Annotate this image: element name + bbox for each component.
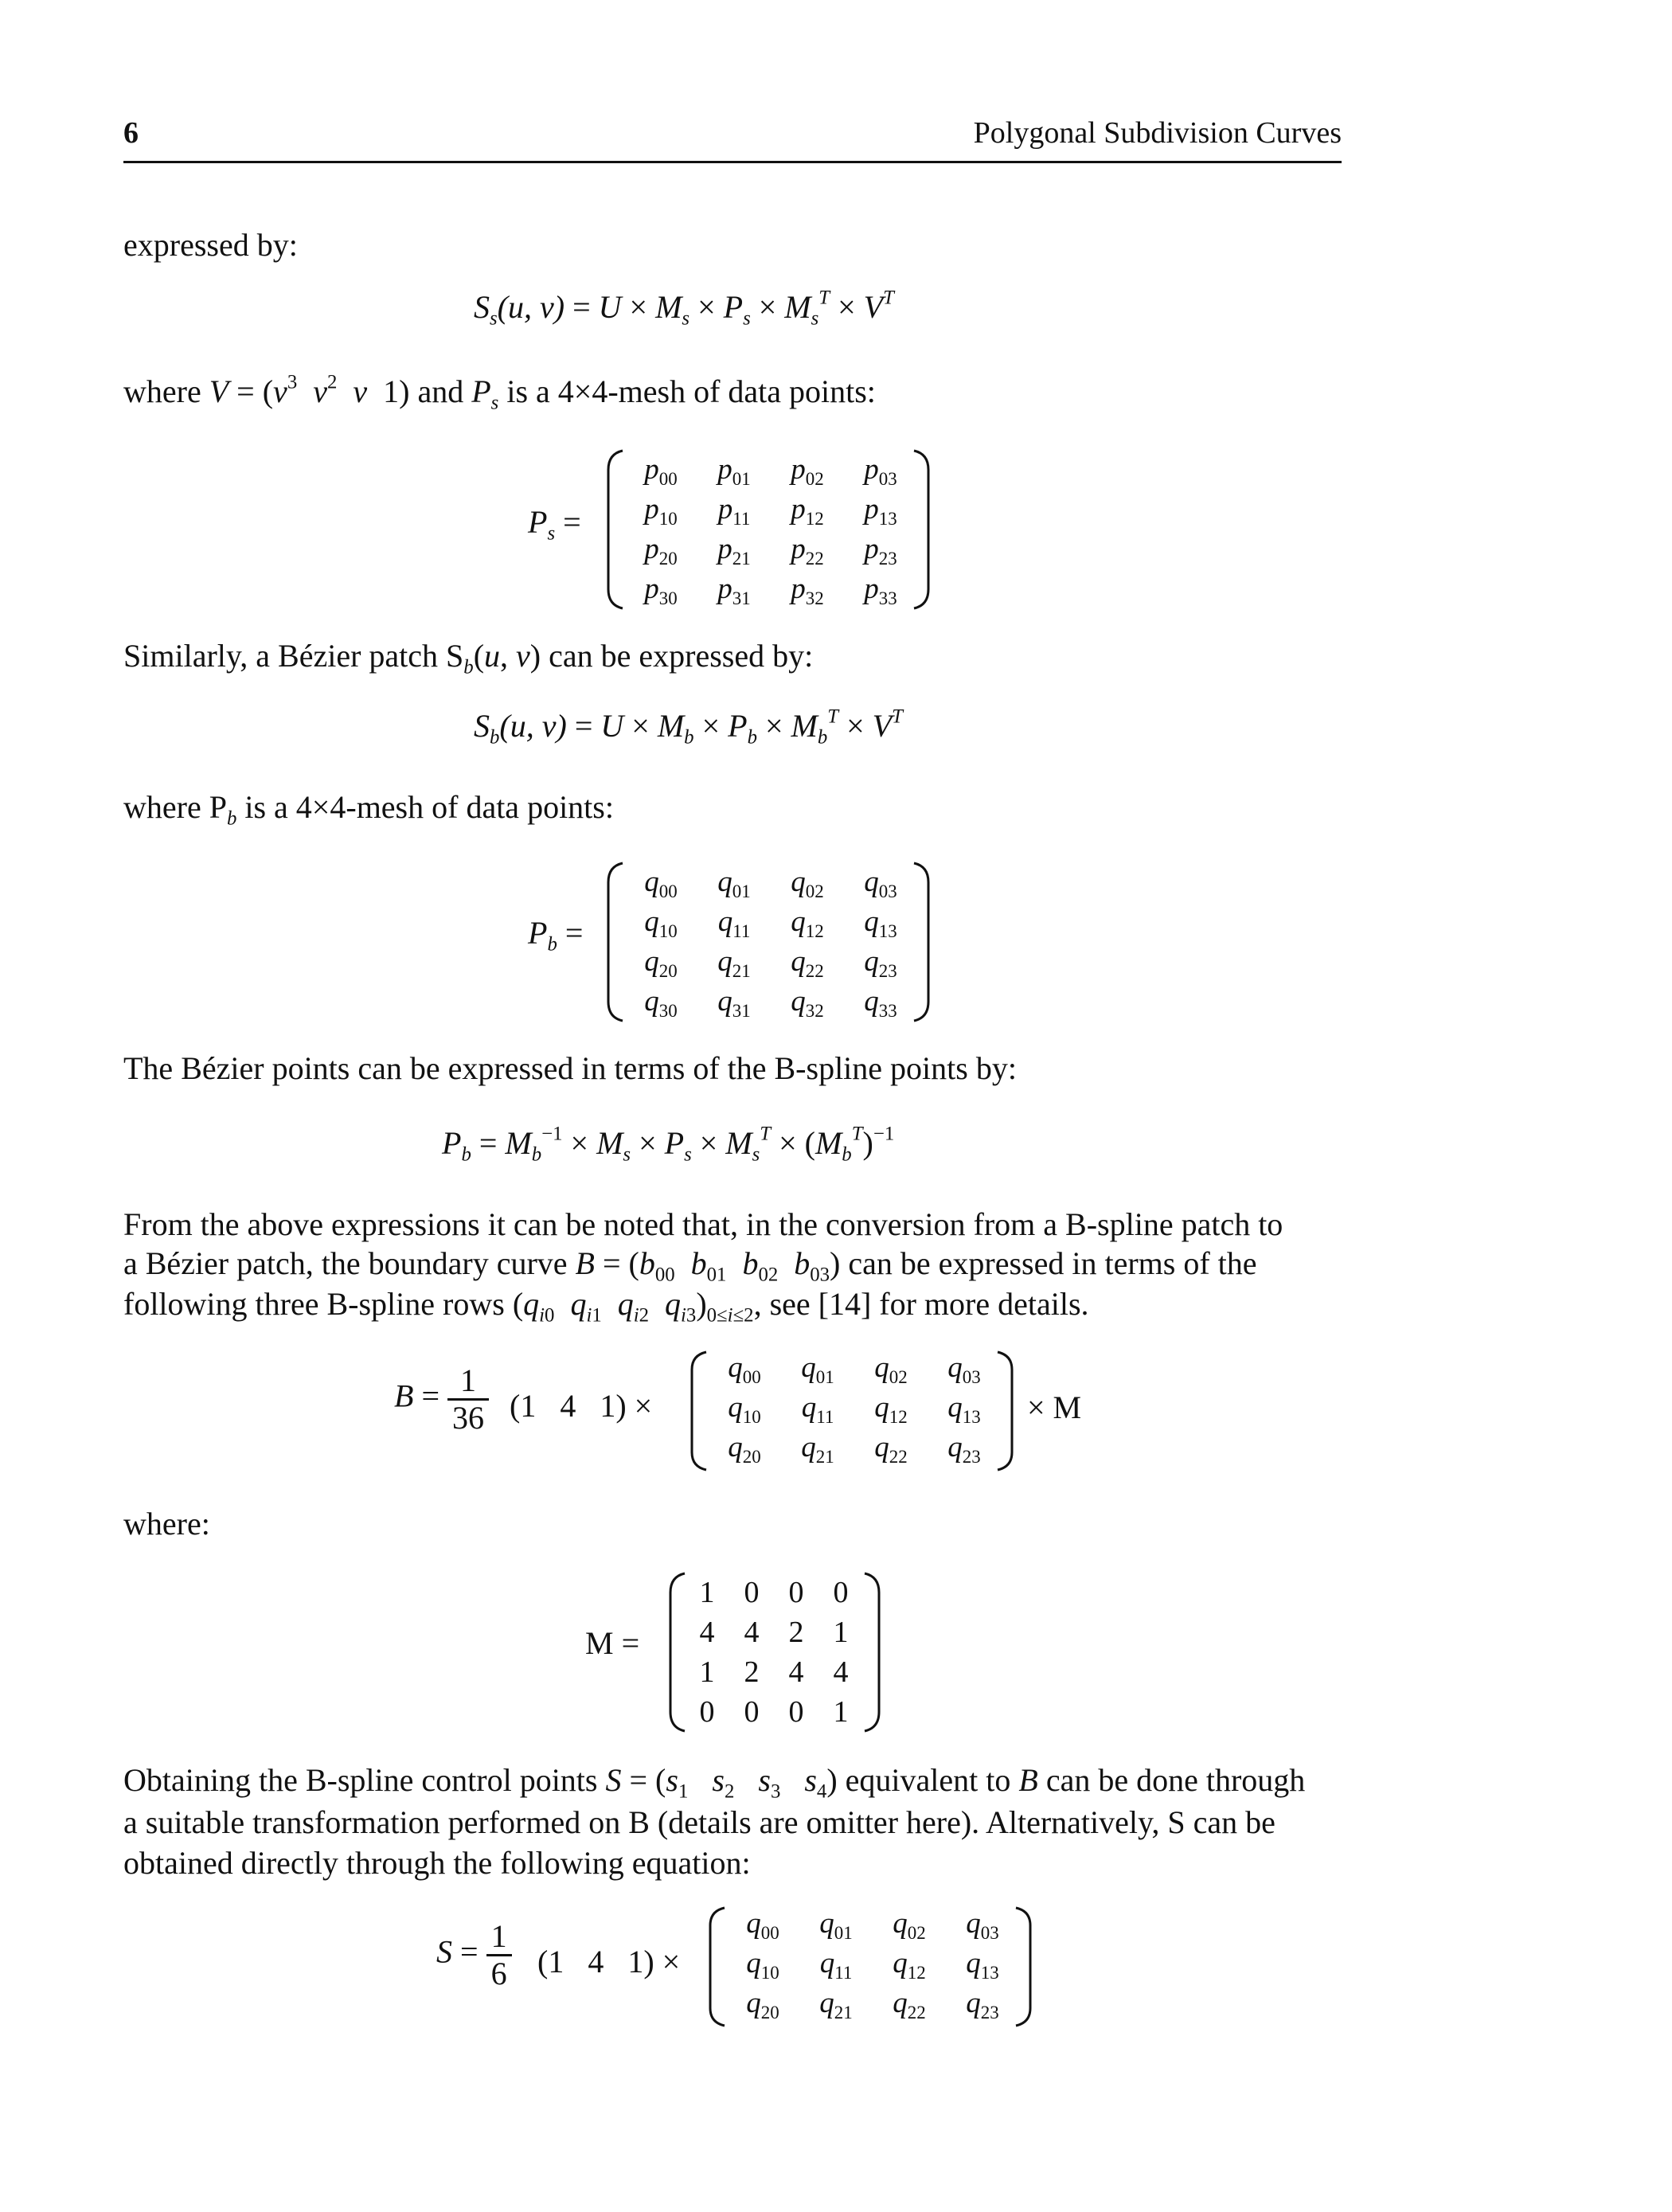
matrix-pb-cells [624,865,917,1024]
matrix-cell: $q_{02}$ [893,1907,926,1944]
matrix-cell: 0 [833,1576,849,1609]
matrix-cell: $q_{22}$ [893,1987,926,2023]
matrix-cell: $q_{11}$ [801,1391,834,1428]
matrix-cell: $q_{22}$ [874,1431,908,1468]
matrix-cell: $p_{13}$ [864,493,897,530]
paragraph-from-above-1: From the above expressions it can be noted that, in the conversion from a B-spline patch to [123,1206,1283,1242]
matrix-m-label: M = [585,1625,640,1661]
matrix-cell: $q_{03}$ [966,1907,999,1944]
matrix-cell: $q_{01}$ [801,1351,834,1388]
matrix-cell: 4 [699,1616,715,1649]
matrix-cell: $q_{12}$ [893,1947,926,1983]
matrix-cell: $q_{12}$ [791,905,824,942]
matrix-cell: $p_{33}$ [864,573,897,609]
matrix-cell: 0 [744,1576,760,1609]
equation-s-lhs: S = $\frac{1}{6}$ [436,1919,512,1991]
paragraph-where: where: [123,1506,210,1542]
matrix-cell: $q_{00}$ [728,1351,761,1388]
matrix-cell: $q_{10}$ [728,1391,761,1428]
fraction-1-6: $\frac{1}{6}$ [486,1919,512,1991]
paragraph-expressed-by: expressed by: [123,227,298,263]
times-m: × M [1027,1389,1082,1425]
matrix-cell: 2 [788,1616,804,1649]
matrix-cell: $p_{10}$ [644,493,678,530]
matrix-cell: 4 [788,1655,804,1689]
matrix-cell: $q_{02}$ [791,866,824,902]
equation-ss: $S_s(u$, $v) = U \times M_s \times P_s \times M_s^T \times V^T$ [474,287,894,330]
matrix-pb-label: $P_b$ = [528,915,584,956]
matrix-cell: $q_{22}$ [791,945,824,982]
matrix-cell: $q_{13}$ [966,1947,999,1983]
matrix-cell: $q_{23}$ [864,945,897,982]
matrix-cell: 4 [744,1616,760,1649]
matrix-cell: $q_{12}$ [874,1391,908,1428]
matrix-s-q [707,1903,1033,2030]
matrix-cell: $p_{23}$ [864,533,897,569]
matrix-cell: $q_{20}$ [746,1987,779,2023]
vector-b: (1 4 1) × [510,1388,653,1424]
fraction-1-36: $\frac{1}{36}$ [447,1363,489,1436]
matrix-m-cells [685,1575,863,1734]
matrix-cell: $q_{31}$ [717,985,751,1022]
matrix-ps-cells [624,452,917,612]
matrix-s-q-cells [726,1906,1019,2026]
matrix-cell: $p_{00}$ [644,453,678,490]
paragraph-obtaining-3: obtained directly through the following equation: [123,1845,751,1881]
matrix-cell: $q_{11}$ [717,905,751,942]
paragraph-obtaining-1: Obtaining the B-spline control points $S = (s_1$ $s_2$ $s_3$ $s_4$) equivalent to B can be done through [123,1762,1306,1803]
paragraph-where-pb: where $P_b$ is a 4×4-mesh of data points: [123,789,614,830]
page-number: 6 [123,116,139,150]
matrix-cell: 1 [833,1616,849,1649]
paragraph-from-above-3: following three B-spline rows ($q_{i0}$ $q_{i1}$ $q_{i2}$ $q_{i3})_{0\le i\le 2}$, see [14] for more details. [123,1286,1089,1327]
matrix-cell: $q_{03}$ [947,1351,981,1388]
matrix-cell: 1 [833,1695,849,1729]
matrix-cell: $p_{30}$ [644,573,678,609]
paragraph-bezier-points: The Bézier points can be expressed in terms of the B-spline points by: [123,1050,1017,1086]
matrix-cell: $q_{33}$ [864,985,897,1022]
matrix-cell: $q_{23}$ [947,1431,981,1468]
matrix-cell: $p_{03}$ [864,453,897,490]
matrix-cell: $q_{30}$ [644,985,678,1022]
matrix-cell: $q_{20}$ [728,1431,761,1468]
matrix-cell: $q_{23}$ [966,1987,999,2023]
matrix-cell: $q_{10}$ [644,905,678,942]
running-title: Polygonal Subdivision Curves [973,116,1342,150]
header-rule [123,161,1342,163]
matrix-cell: 1 [699,1576,715,1609]
matrix-cell: 4 [833,1655,849,1689]
matrix-cell: $p_{01}$ [717,453,751,490]
matrix-cell: 0 [744,1695,760,1729]
matrix-cell: $q_{21}$ [801,1431,834,1468]
matrix-cell: 0 [788,1695,804,1729]
matrix-cell: $q_{11}$ [819,1947,853,1983]
matrix-cell: $p_{21}$ [717,533,751,569]
vector-s: (1 4 1) × [537,1944,681,1979]
paragraph-obtaining-2: a suitable transformation performed on B (details are omitter here). Alternatively, S can be [123,1804,1275,1840]
matrix-cell: $q_{01}$ [717,866,751,902]
matrix-ps-label: $P_s$ = [528,504,581,545]
page-header [123,115,1342,157]
matrix-cell: $q_{00}$ [746,1907,779,1944]
matrix-cell: $p_{32}$ [791,573,824,609]
matrix-cell: $q_{13}$ [864,905,897,942]
matrix-cell: $q_{03}$ [864,866,897,902]
matrix-b-q [689,1347,1015,1475]
matrix-cell: $q_{32}$ [791,985,824,1022]
matrix-cell: $q_{10}$ [746,1947,779,1983]
matrix-cell: $q_{21}$ [819,1987,853,2023]
matrix-b-q-cells [708,1350,1001,1470]
matrix-cell: $q_{00}$ [644,866,678,902]
matrix-cell: $p_{02}$ [791,453,824,490]
equation-pb-conversion: $P_b = M_b^{-1} \times M_s \times P_s \times M_s^T \times (M_b^T)^{-1}$ [442,1123,895,1166]
matrix-cell: $p_{11}$ [717,493,751,530]
matrix-cell: 2 [744,1655,760,1689]
matrix-cell: $q_{20}$ [644,945,678,982]
matrix-cell: $q_{01}$ [819,1907,853,1944]
matrix-cell: 0 [788,1576,804,1609]
matrix-cell: $p_{20}$ [644,533,678,569]
matrix-cell: $q_{02}$ [874,1351,908,1388]
equation-b-lhs: B = $\frac{1}{36}$ [394,1363,489,1436]
paragraph-where-v: where $V = (v^3$ $v^2$ v 1) and $P_s$ is a 4×4-mesh of data points: [123,371,876,414]
paragraph-similarly: Similarly, a Bézier patch $S_b(u$, v) can be expressed by: [123,638,814,678]
matrix-ps [605,446,932,613]
matrix-cell: $p_{22}$ [791,533,824,569]
equation-sb: $S_b(u$, $v) = U \times M_b \times P_b \times M_b^T \times V^T$ [474,705,903,748]
matrix-cell: $p_{12}$ [791,493,824,530]
matrix-pb [605,858,932,1026]
matrix-cell: 1 [699,1655,715,1689]
paragraph-from-above-2: a Bézier patch, the boundary curve $B = (b_{00}$ $b_{01}$ $b_{02}$ $b_{03}$) can be expressed in terms of the [123,1245,1257,1286]
matrix-cell: $p_{31}$ [717,573,751,609]
matrix-cell: 0 [699,1695,715,1729]
matrix-m [667,1569,882,1736]
matrix-cell: $q_{13}$ [947,1391,981,1428]
matrix-cell: $q_{21}$ [717,945,751,982]
